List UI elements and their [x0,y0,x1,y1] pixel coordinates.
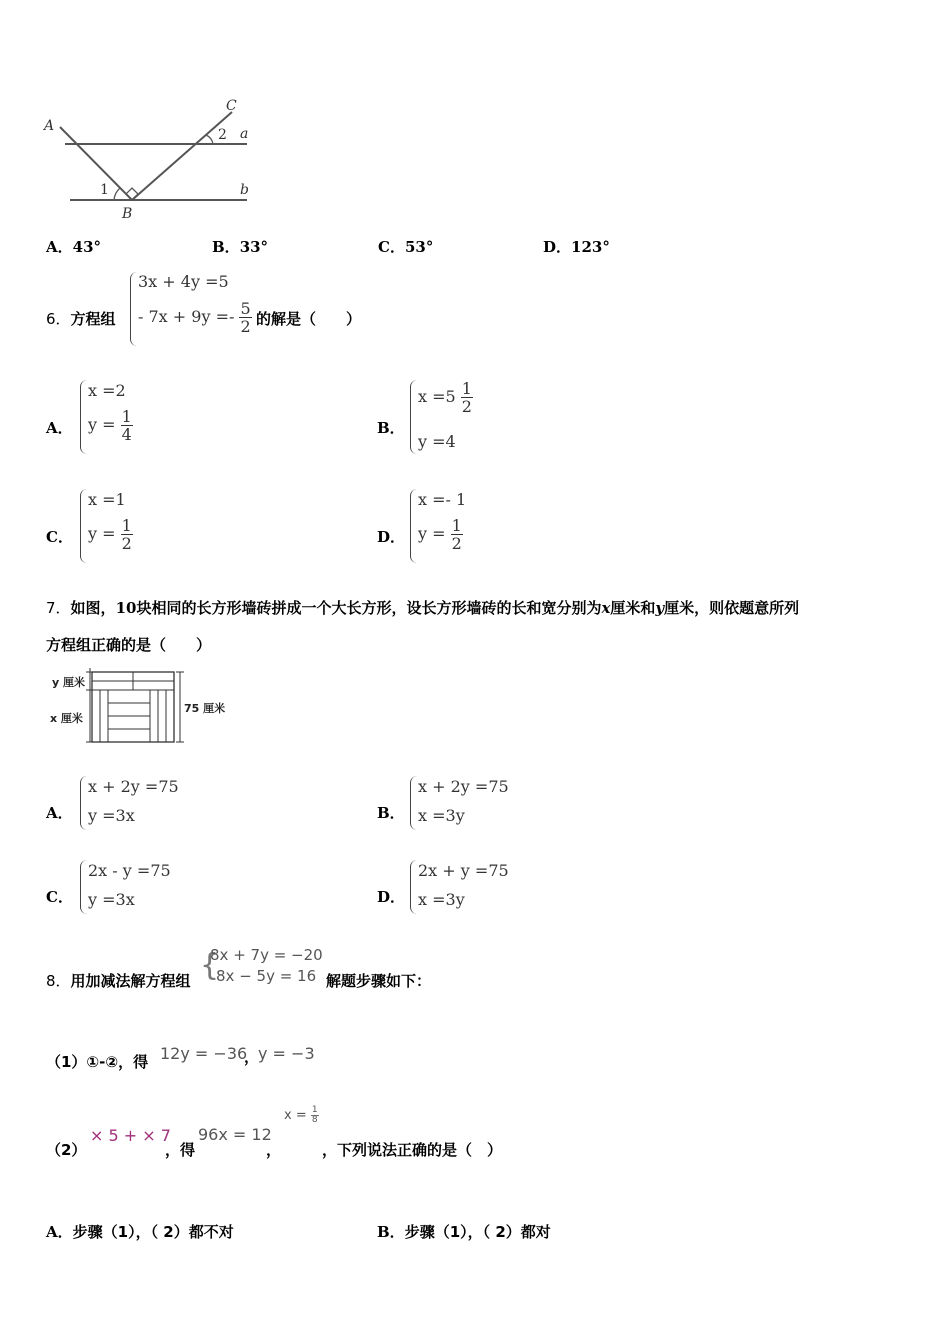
q6-option-a-letter[interactable]: A． [46,419,73,437]
q5-option-b[interactable] [212,236,268,257]
q7-var-x: x [601,599,611,617]
q8-stem [46,970,191,991]
q8-step2-x [284,1106,319,1125]
q6-option-a-y [88,408,133,443]
q7-option-b-letter[interactable]: B． [377,804,405,822]
q8-option-a[interactable] [46,1221,234,1242]
right-angle-mark [126,188,138,200]
q6-eq1: 3x + 4y =5 [138,272,229,291]
option-text: 步骤（1），（ 2）都不对 [72,1223,234,1241]
label-b: b [240,182,249,198]
q8-eq1: 8x + 7y = −20 [210,946,323,964]
fraction-denominator: 2 [461,397,472,416]
q8-step1-sep: ， [244,1048,260,1066]
q5-option-d[interactable] [543,236,610,257]
fraction-denominator: 8 [311,1115,318,1125]
q7-option-d-eq1: 2x + y =75 [418,861,509,880]
q7-option-d-letter[interactable]: D． [377,888,406,906]
q8-step1-eq1: 12y = −36 [160,1044,248,1063]
q6-option-c-letter[interactable]: C． [46,528,73,546]
x-left: x = [284,1108,307,1123]
q7-option-a-eq2: y =3x [88,806,135,825]
fraction-numerator: 1 [451,516,462,535]
q8-step1-eq2: y = −3 [258,1044,315,1063]
label-C: C [226,98,237,114]
option-value: 33° [239,238,269,256]
y-fraction [121,517,133,552]
label-a: a [240,126,249,142]
q7-option-d-eq2: x =3y [418,890,465,909]
q6-brace [130,272,137,346]
q6-option-a-x: x =2 [88,381,126,400]
q6-option-c-x: x =1 [88,490,126,509]
q6-option-b-brace [410,380,417,454]
y-cm-label: y 厘米 [52,676,85,689]
q7-stem-line2: 方程组正确的是（ ） [46,636,212,654]
q8-step2-ops: × 5 + × 7 [90,1126,171,1145]
q8-step2-label: （2） [46,1141,87,1159]
q7-option-a-eq1: x + 2y =75 [88,777,179,796]
q6-option-d-x: x =- 1 [418,490,467,509]
question-number: 8． [46,972,71,990]
ray-bc [132,112,232,200]
q7-option-b-eq2: x =3y [418,806,465,825]
fraction-numerator: 1 [121,407,132,426]
q7-stem-line1 [46,597,799,618]
option-letter: D． [543,238,572,256]
q6-option-c-brace [80,489,87,563]
label-2: 2 [218,127,227,143]
q5-option-a[interactable] [46,236,101,257]
fraction-numerator: 1 [311,1105,318,1115]
q6-option-b-y: y =4 [418,432,456,451]
q8-option-b[interactable] [377,1221,551,1242]
x-fraction [461,380,473,415]
q6-option-b-x [418,380,473,415]
question-number: 7． [46,599,71,617]
ray-ba [60,127,132,200]
q6-eq2-left: - 7x + 9y =- [138,307,235,326]
q7-ten: 10 [115,599,137,617]
option-letter: A． [46,1223,73,1241]
q8-step2-tail: ，下列说法正确的是（ ） [322,1141,503,1159]
q6-option-a-brace [80,380,87,454]
y-left: y = [88,415,116,434]
q6-option-d-brace [410,489,417,563]
fraction-numerator: 1 [461,379,472,398]
q7-option-a-letter[interactable]: A． [46,804,73,822]
angle-figure [40,92,260,222]
label-A: A [44,118,55,134]
q8-eq2: 8x − 5y = 16 [216,967,317,985]
q7-var-y: y [655,599,665,617]
q6-option-b-letter[interactable]: B． [377,419,405,437]
x-cm-label: x 厘米 [50,712,83,725]
q6-eq2 [138,300,252,335]
y-left: y = [88,524,116,543]
fraction-numerator: 5 [240,299,251,318]
angle1-arc [114,188,120,200]
q8-step1-label: （1）①-②，得 [46,1053,149,1071]
q7-option-b-eq1: x + 2y =75 [418,777,509,796]
q7-option-d-brace [410,860,417,914]
fraction-denominator: 2 [240,317,251,336]
option-letter: B． [212,238,240,256]
y-fraction [121,408,133,443]
fraction-denominator: 2 [451,534,462,553]
q6-option-d-y [418,517,463,552]
y-left: y = [418,524,446,543]
option-text: 步骤（1），（ 2）都对 [404,1223,551,1241]
option-letter: B． [377,1223,405,1241]
fraction-numerator: 1 [121,516,132,535]
angle2-arc [206,135,213,144]
q8-step2-de: ，得 [165,1141,196,1159]
option-letter: A． [46,238,73,256]
x-fraction [311,1106,319,1125]
option-value: 43° [72,238,102,256]
fraction-denominator: 4 [121,425,132,444]
q7-option-c-brace [80,860,87,914]
q7-option-c-eq1: 2x - y =75 [88,861,171,880]
option-value: 53° [404,238,434,256]
q8-step2-sep: ， [266,1141,282,1159]
question-number: 6． [46,310,71,328]
q7-text: 如图， [70,599,116,617]
q6-suffix: 的解是（ ） [256,310,362,328]
q7-text: 块相同的长方形墙砖拼成一个大长方形，设长方形墙砖的长和宽分别为 [136,599,602,617]
q7-option-b-brace [410,776,417,830]
q7-text: 厘米，则依题意所列 [664,599,800,617]
q5-option-c[interactable] [378,236,433,257]
q7-option-a-brace [80,776,87,830]
q8-suffix: 解题步骤如下： [326,972,432,990]
q8-prefix: 用加减法解方程组 [70,972,191,990]
q7-text: 厘米和 [610,599,656,617]
q6-prefix: 方程组 [70,310,116,328]
q6-stem [46,308,116,329]
q7-option-c-letter[interactable]: C． [46,888,73,906]
fraction-denominator: 2 [121,534,132,553]
option-letter: C． [378,238,405,256]
brick-figure [46,664,236,746]
q8-step2-eq1: 96x = 12 [198,1125,272,1144]
q8-brace-glyph: { [200,948,220,983]
option-value: 123° [571,238,610,256]
q6-option-c-y [88,517,133,552]
q6-eq2-fraction [239,300,251,335]
q7-option-c-eq2: y =3x [88,890,135,909]
y-fraction [451,517,463,552]
label-1: 1 [100,182,109,198]
label-B: B [122,206,133,222]
q6-option-d-letter[interactable]: D． [377,528,406,546]
x-left: x =5 [418,387,456,406]
height-label: 75 厘米 [184,702,226,715]
